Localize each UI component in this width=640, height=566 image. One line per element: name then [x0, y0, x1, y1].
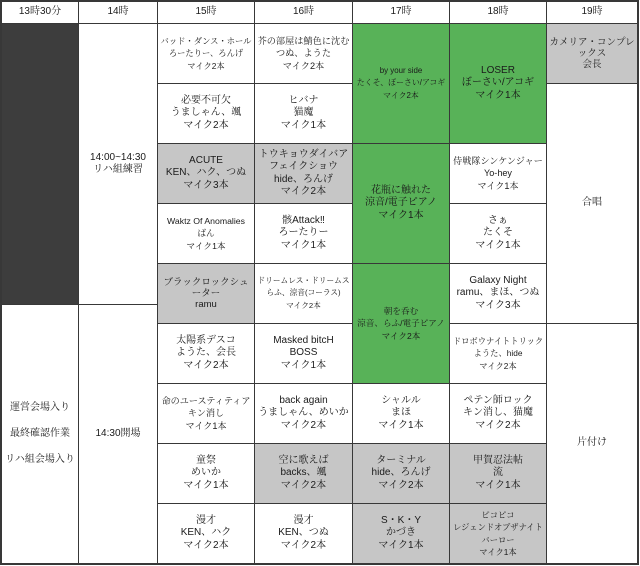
- cell-title: ペテン師ロック: [463, 394, 533, 406]
- column-header-label: 13時30分: [18, 6, 62, 18]
- cell-detail: 涼音、らふ/電子ピアノ: [357, 318, 445, 329]
- cell-detail: マイク1本: [477, 180, 519, 191]
- cell-title: トウキョウダイバア: [258, 148, 349, 160]
- column-header-1: [2, 2, 79, 24]
- schedule-cell: [353, 144, 450, 264]
- cell-detail: マイク2本: [286, 300, 321, 310]
- schedule-cell: [158, 144, 255, 204]
- schedule-cell: [158, 24, 255, 84]
- cell-detail: hide、ろんげ: [274, 173, 333, 185]
- cell-title: ドロボウナイトトリック: [452, 335, 544, 346]
- cell-title: バッド・ダンス・ホール: [160, 35, 252, 46]
- schedule-cell: [158, 204, 255, 264]
- cell-title: S・K・Y: [380, 514, 421, 526]
- cell-title: Waktz Of Anomalies: [167, 215, 245, 226]
- schedule-cell: [255, 144, 353, 204]
- cell-detail: マイク1本: [479, 547, 517, 557]
- cell-detail: マイク1本: [475, 239, 521, 251]
- column-header-2: [79, 2, 158, 24]
- schedule-cell: [158, 384, 255, 444]
- cell-title: 花瓶に触れた: [371, 184, 431, 196]
- cell-detail: マイク2本: [479, 360, 517, 371]
- schedule-cell: [158, 324, 255, 384]
- cell-detail: リハ組練習: [93, 164, 143, 175]
- cell-title: 朝を呑む: [383, 305, 419, 316]
- cell-title: 漫才: [293, 514, 314, 526]
- schedule-cell: [450, 504, 547, 564]
- cell-detail: キン消し: [187, 408, 225, 419]
- column-header-label: 16時: [292, 6, 315, 18]
- cell-title: LOSER: [481, 64, 515, 76]
- cell-title: Galaxy Night: [469, 274, 527, 286]
- column-header-label: 19時: [581, 6, 603, 18]
- cell-detail: マイク2本: [282, 60, 325, 71]
- cell-detail: マイク1本: [280, 239, 327, 251]
- cell-detail: マイク1本: [378, 209, 424, 221]
- schedule-cell: [353, 24, 450, 144]
- cell-title: ドリームレス・ドリームス: [257, 275, 350, 285]
- schedule-cell: [450, 324, 547, 384]
- cell-title: Masked bitcH: [273, 334, 334, 346]
- cell-detail: マイク1本: [185, 420, 227, 431]
- schedule-cell: [547, 84, 638, 324]
- cell-title: 合唱: [582, 197, 602, 209]
- cell-detail: マイク2本: [280, 419, 327, 431]
- column-header-4: [255, 2, 353, 24]
- schedule-cell: [547, 324, 638, 564]
- schedule-cell: [547, 24, 638, 84]
- column-header-7: [547, 2, 638, 24]
- cell-detail: 最終確認作業: [10, 428, 70, 439]
- cell-detail: マイク2本: [280, 479, 327, 491]
- cell-detail: KEN、ハク: [180, 527, 232, 539]
- cell-detail: ようた、hide: [473, 348, 523, 359]
- schedule-cell: [255, 324, 353, 384]
- cell-detail: マイク2本: [475, 419, 521, 431]
- schedule-cell: [353, 504, 450, 564]
- cell-detail: backs、颯: [280, 467, 327, 479]
- schedule-cell: [158, 84, 255, 144]
- cell-detail: 涼音/電子ピアノ: [365, 197, 437, 209]
- schedule-cell: [450, 24, 547, 144]
- cell-title: 甲賀忍法帖: [473, 454, 523, 466]
- cell-detail: マイク2本: [187, 60, 225, 71]
- cell-detail: マイク2本: [183, 119, 229, 131]
- cell-detail: フェイクショウ: [268, 161, 339, 172]
- cell-title: ヒバナ: [288, 94, 319, 106]
- cell-detail: ばん: [197, 228, 215, 239]
- schedule-cell: [255, 504, 353, 564]
- schedule-cell: [450, 384, 547, 444]
- schedule-cell: [158, 504, 255, 564]
- cell-title: by your side: [379, 65, 423, 75]
- cell-detail: マイク2本: [378, 479, 424, 491]
- cell-detail: マイク2本: [183, 539, 229, 551]
- cell-detail: マイク1本: [475, 89, 521, 101]
- schedule-cell: [353, 264, 450, 384]
- cell-title: 片付け: [577, 437, 607, 449]
- cell-detail: ろーたりー、ろんげ: [168, 48, 244, 59]
- cell-detail: 流: [493, 467, 503, 479]
- column-header-label: 14時: [107, 6, 129, 18]
- cell-detail: マイク1本: [475, 479, 521, 491]
- cell-title: 14:00~14:30: [90, 151, 146, 163]
- cell-detail: らふ、涼音(コーラス): [266, 288, 341, 298]
- cell-title: ターミナル: [376, 454, 426, 466]
- cell-detail: マイク2本: [383, 90, 419, 100]
- cell-detail: マイク2本: [280, 539, 327, 551]
- schedule-cell: [255, 384, 353, 444]
- cell-detail: うましゃん、颯: [170, 107, 242, 119]
- cell-detail: かづき: [386, 527, 416, 539]
- column-header-3: [158, 2, 255, 24]
- cell-detail: マイク1本: [280, 359, 327, 371]
- cell-title: シャルル: [381, 394, 421, 406]
- cell-title: 14:30開場: [95, 427, 141, 439]
- schedule-cell: [158, 444, 255, 504]
- cell-detail: マイク1本: [183, 479, 229, 491]
- cell-title: さぁ: [488, 214, 508, 226]
- schedule-cell: [450, 204, 547, 264]
- schedule-cell: [450, 264, 547, 324]
- cell-detail: マイク3本: [475, 299, 521, 311]
- cell-detail: ぼーさい/アコギ: [461, 77, 535, 89]
- cell-detail: hide、ろんげ: [371, 467, 431, 479]
- cell-detail: マイク1本: [378, 539, 424, 551]
- cell-detail: つぬ、ようた: [275, 48, 332, 59]
- cell-title: ブラックロックシューター: [163, 277, 249, 299]
- column-header-6: [450, 2, 547, 24]
- cell-detail: まほ: [391, 407, 411, 419]
- schedule-cell: [158, 264, 255, 324]
- cell-detail: キン消し、猫魔: [463, 407, 533, 419]
- schedule-cell: [79, 305, 158, 564]
- cell-detail: ramu、まほ、つぬ: [456, 287, 540, 299]
- cell-detail: マイク2本: [381, 330, 421, 341]
- cell-detail: 猫魔: [293, 107, 314, 119]
- column-header-label: 17時: [390, 6, 412, 18]
- column-header-5: [353, 2, 450, 24]
- schedule-cell: [255, 264, 353, 324]
- cell-detail: マイク1本: [186, 240, 226, 251]
- cell-detail: マイク2本: [183, 359, 229, 371]
- cell-detail: ろーたりー: [278, 227, 329, 239]
- schedule-cell: [255, 444, 353, 504]
- cell-detail: 会長: [582, 59, 602, 70]
- cell-title: 太陽系デスコ: [176, 334, 236, 346]
- schedule-cell: [255, 204, 353, 264]
- cell-detail: リハ組会場入り: [5, 454, 75, 465]
- cell-title: 骸Attack‼: [282, 214, 325, 226]
- cell-title: ピコピコ: [481, 509, 515, 520]
- cell-title: back again: [279, 394, 328, 406]
- schedule-cell: [255, 84, 353, 144]
- schedule-cell: [450, 444, 547, 504]
- cell-detail: マイク2本: [280, 186, 327, 197]
- schedule-cell: [2, 305, 79, 564]
- cell-detail: マイク1本: [280, 119, 327, 131]
- cell-detail: BOSS: [289, 347, 318, 359]
- cell-title: 漫才: [196, 514, 216, 526]
- cell-title: 必要不可欠: [181, 94, 231, 106]
- cell-detail: ramu: [195, 299, 217, 310]
- cell-detail: Yo-hey: [484, 168, 512, 179]
- schedule-cell: [353, 444, 450, 504]
- schedule-cell: [255, 24, 353, 84]
- cell-title: 空に歌えば: [278, 454, 329, 466]
- cell-detail: マイク1本: [378, 419, 424, 431]
- cell-title: 命のユースティティア: [161, 395, 251, 406]
- schedule-cell: [2, 24, 79, 305]
- cell-detail: マイク3本: [183, 179, 229, 191]
- cell-title: カメリア・コンプレックス: [549, 37, 635, 59]
- schedule-cell: [79, 24, 158, 305]
- cell-detail: めいか: [191, 467, 221, 479]
- cell-title: 芥の部屋は鯖色に沈む: [257, 35, 350, 46]
- cell-detail: たくそ、ぼーさい/アコギ: [356, 78, 446, 88]
- column-header-label: 15時: [195, 6, 217, 18]
- cell-detail: バーロー: [481, 534, 515, 545]
- cell-title: 侍戦隊シンケンジャー: [453, 155, 543, 166]
- cell-detail: KEN、ハク、つぬ: [165, 167, 247, 179]
- cell-detail: ようた、会長: [176, 347, 236, 359]
- schedule-cell: [450, 144, 547, 204]
- cell-detail: たくそ: [483, 227, 513, 239]
- cell-title: 童祭: [196, 454, 216, 466]
- column-header-label: 18時: [487, 6, 509, 18]
- cell-title: 運営会場入り: [10, 402, 70, 413]
- cell-detail: KEN、つぬ: [278, 527, 329, 539]
- cell-title: ACUTE: [189, 154, 223, 166]
- schedule-cell: [353, 384, 450, 444]
- cell-detail: レジェンドオブザナイト: [453, 522, 543, 532]
- cell-detail: うましゃん、めいか: [258, 407, 349, 419]
